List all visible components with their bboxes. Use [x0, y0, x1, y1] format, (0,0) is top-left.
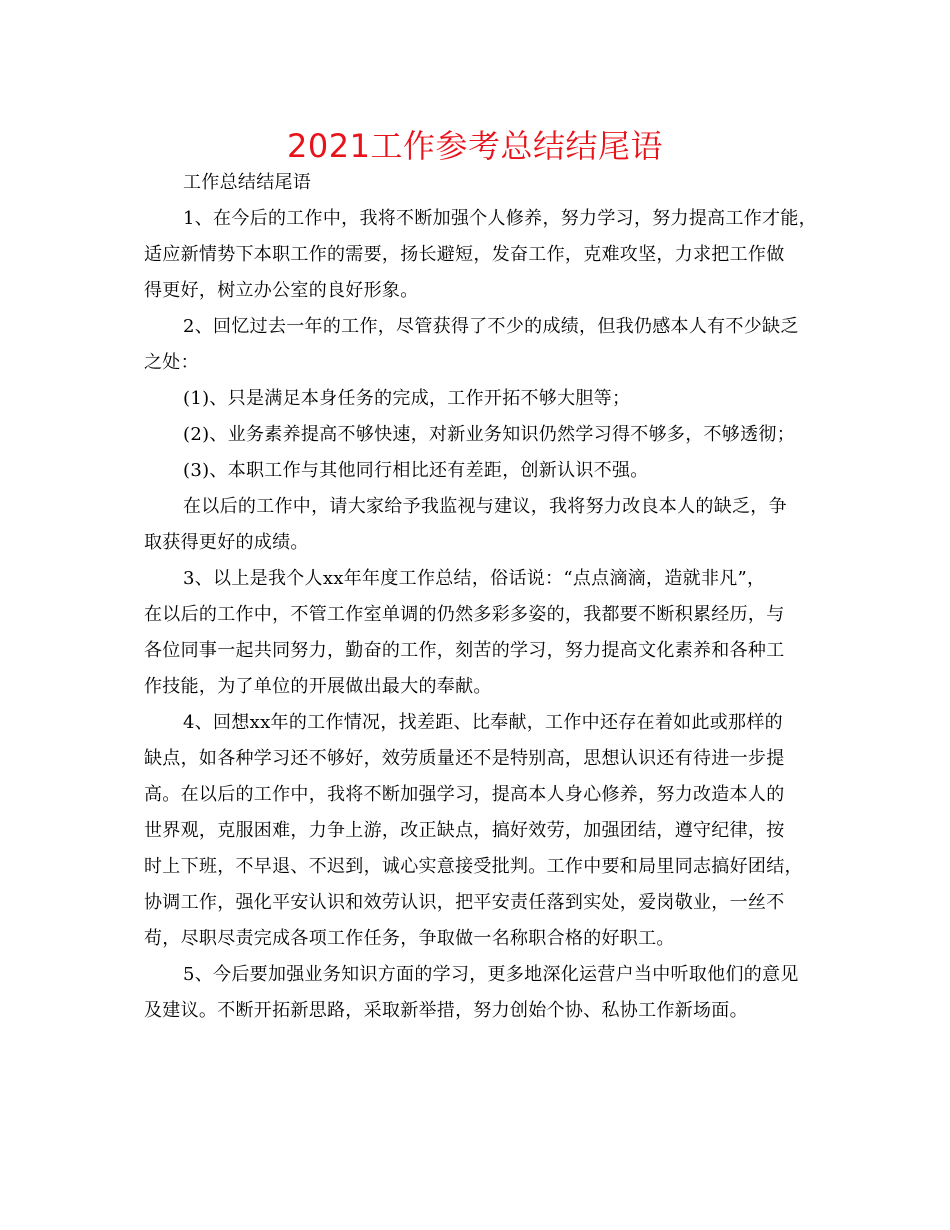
paragraph-line: 3、以上是我个人xx年年度工作总结，俗话说：“点点滴滴，造就非凡”， — [183, 568, 766, 589]
paragraph-line: 1、在今后的工作中，我将不断加强个人修养，努力学习，努力提高工作才能， — [183, 208, 817, 229]
paragraph-line: 4、回想xx年的工作情况，找差距、比奉献，工作中还存在着如此或那样的 — [183, 712, 783, 733]
paragraph-line: 及建议。不断开拓新思路，采取新举措，努力创始个协、私协工作新场面。 — [144, 1000, 748, 1021]
list-item: (3)、本职工作与其他同行相比还有差距，创新认识不强。 — [183, 460, 649, 481]
paragraph-line: 高。在以后的工作中，我将不断加强学习，提高本人身心修养，努力改造本人的 — [144, 784, 785, 805]
paragraph-line: 各位同事一起共同努力，勤奋的工作，刻苦的学习，努力提高文化素养和各种工 — [144, 640, 785, 661]
section-heading: 工作总结结尾语 — [183, 172, 312, 193]
paragraph-line: 2、回忆过去一年的工作，尽管获得了不少的成绩，但我仍感本人有不少缺乏 — [183, 316, 799, 337]
paragraph-line: 在以后的工作中，不管工作室单调的仍然多彩多姿的，我都要不断积累经历，与 — [144, 604, 785, 625]
paragraph-line: 协调工作，强化平安认识和效劳认识，把平安责任落到实处，爱岗敬业，一丝不 — [144, 892, 785, 913]
paragraph-line: 之处： — [144, 352, 199, 373]
list-item: (2)、业务素养提高不够快速，对新业务知识仍然学习得不够多，不够透彻； — [183, 424, 795, 445]
paragraph-line: 世界观，克服困难，力争上游，改正缺点，搞好效劳，加强团结，遵守纪律，按 — [144, 820, 785, 841]
paragraph-line: 时上下班，不早退、不迟到，诚心实意接受批判。工作中要和局里同志搞好团结， — [144, 856, 803, 877]
document-title: 2021工作参考总结结尾语 — [287, 127, 663, 165]
paragraph-line: 作技能，为了单位的开展做出最大的奉献。 — [144, 676, 492, 697]
paragraph-line: 在以后的工作中，请大家给予我监视与建议，我将努力改良本人的缺乏，争 — [183, 496, 787, 517]
paragraph-line: 苟，尽职尽责完成各项工作任务，争取做一名称职合格的好职工。 — [144, 928, 675, 949]
paragraph-line: 取获得更好的成绩。 — [144, 532, 309, 553]
paragraph-line: 5、今后要加强业务知识方面的学习，更多地深化运营户当中听取他们的意见 — [183, 964, 799, 985]
paragraph-line: 得更好，树立办公室的良好形象。 — [144, 280, 419, 301]
paragraph-line: 适应新情势下本职工作的需要，扬长避短，发奋工作，克难攻坚，力求把工作做 — [144, 244, 785, 265]
paragraph-line: 缺点，如各种学习还不够好，效劳质量还不是特别高，思想认识还有待进一步提 — [144, 748, 785, 769]
list-item: (1)、只是满足本身任务的完成，工作开拓不够大胆等； — [183, 388, 631, 409]
